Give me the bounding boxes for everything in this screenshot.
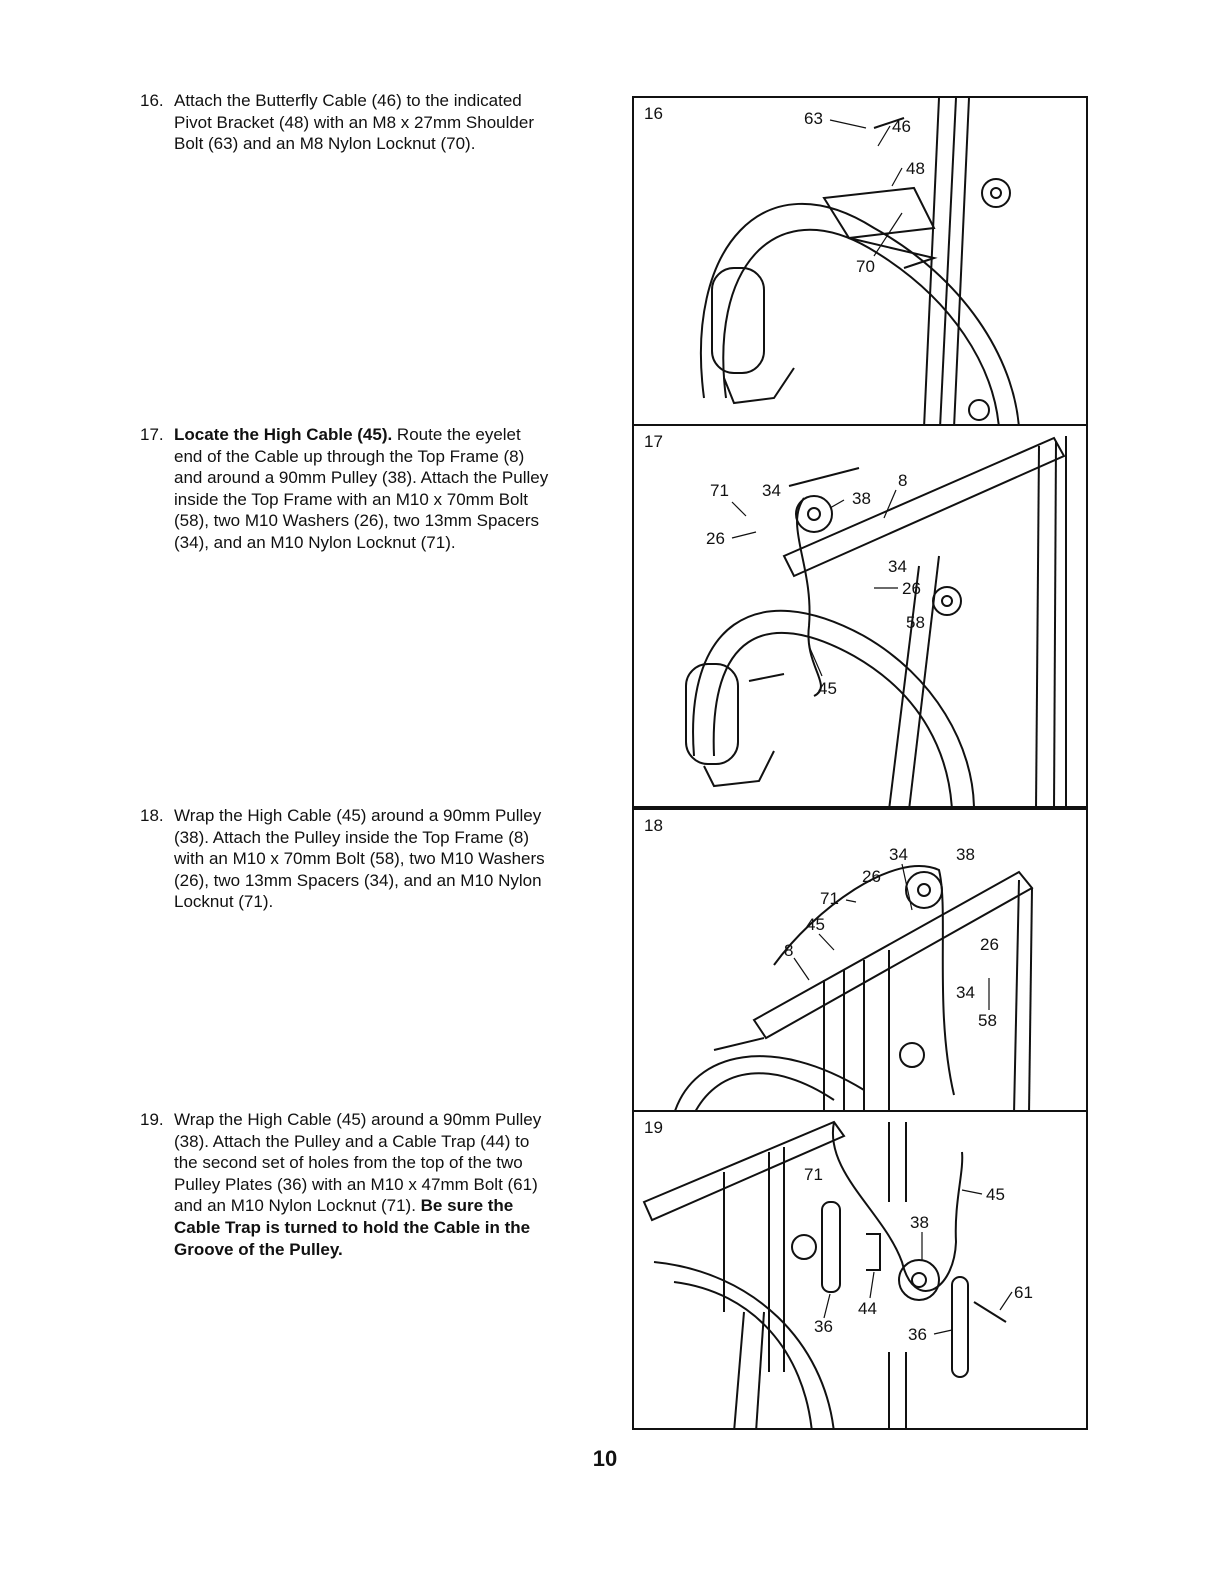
step-text: Attach the Butterfly Cable (46) to the indicated Pivot Bracket (48) with an M8 x 27mm Shoulder Bolt (63) and an M8 Nylon Locknut (70). [174,91,534,154]
figure-19-illustration [634,1112,1088,1430]
step-number: 19. [140,1110,164,1129]
figure-number: 19 [644,1118,663,1137]
step-text [174,424,610,554]
callout-44: 44 [858,1299,877,1318]
page-number: 10 [592,1446,618,1471]
callout-34: 34 [889,845,908,864]
step-text: Wrap the High Cable (45) around a 90mm Pulley (38). Attach the Pulley inside the Top Frame (8) with an M10 x 70mm Bolt (58), two M10 Washers (26), two 13mm Spacers (34), and an M10 Nylon Locknut (71). [174,806,545,912]
callout-38: 38 [956,845,975,864]
callout-58: 58 [978,1011,997,1030]
callout-26: 26 [706,529,725,548]
callout-26b: 26 [902,579,921,598]
callout-58: 58 [906,613,925,632]
figure-number: 17 [644,432,663,451]
callout-38: 38 [852,489,871,508]
callout-71: 71 [710,481,729,500]
step-text [174,1109,610,1260]
figure-19 [632,1110,1088,1430]
callout-61: 61 [1014,1283,1033,1302]
step-number: 17. [140,425,164,444]
step-number: 18. [140,806,164,825]
step-bold-tail: Be sure the Cable Trap is turned to hold the Cable in the Groove of the Pulley. [174,1196,531,1259]
callout-46: 46 [892,117,911,136]
figure-number: 18 [644,816,663,835]
step-body: Route the eyelet end of the Cable up through the Top Frame (8) and around a 90mm Pulley (38). Attach the Pulley inside the Top Frame with an M10 x 70mm Bolt (58), two M10 Washers (26), two 13mm Spacers (34), and an M10 Nylon Locknut (71). [174,425,549,552]
callout-71: 71 [804,1165,823,1184]
step-19 [140,1109,610,1260]
callout-34b: 34 [888,557,907,576]
step-17 [140,424,610,554]
figure-18-illustration [634,810,1088,1112]
step-18 [140,805,610,913]
figure-17 [632,424,1088,808]
callout-8: 8 [898,471,908,490]
callout-26b: 26 [980,935,999,954]
figure-16 [632,96,1088,426]
callout-34b: 34 [956,983,975,1002]
callout-36: 36 [814,1317,833,1336]
step-number: 16. [140,91,164,110]
callout-8: 8 [784,941,794,960]
callout-70: 70 [856,257,875,276]
figure-16-illustration [634,98,1088,426]
figure-18 [632,808,1088,1112]
step-bold-lead: Locate the High Cable (45). [174,425,393,444]
callout-71: 71 [820,889,839,908]
callout-45: 45 [818,679,837,698]
step-16 [140,90,610,155]
step-body: Wrap the High Cable (45) around a 90mm Pulley (38). Attach the Pulley and a Cable Trap (44) to the second set of holes from the top of the two Pulley Plates (36) with an M10 x 47mm Bolt (61) and an M10 Nylon Locknut (71). [174,1110,542,1216]
callout-38: 38 [910,1213,929,1232]
figure-17-illustration [634,426,1088,808]
callout-48: 48 [906,159,925,178]
callout-36b: 36 [908,1325,927,1344]
callout-45: 45 [806,915,825,934]
callout-45: 45 [986,1185,1005,1204]
callout-34: 34 [762,481,781,500]
figure-number: 16 [644,104,663,123]
callout-63: 63 [804,109,823,128]
callout-26: 26 [862,867,881,886]
